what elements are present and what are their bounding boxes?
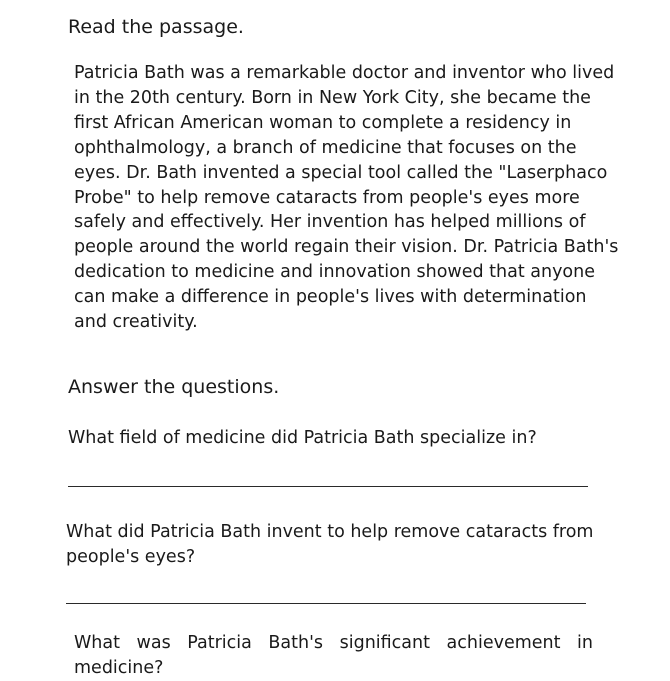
answer-line-1[interactable]	[68, 486, 588, 487]
answer-questions-heading: Answer the questions.	[68, 376, 280, 398]
question-2: What did Patricia Bath invent to help remove cataracts from people's eyes?	[66, 522, 594, 567]
question-3: What was Patricia Bath's significant achievement in medicine?	[74, 633, 593, 678]
passage-text: Patricia Bath was a remarkable doctor and inventor who lived in the 20th century. Born in New York City, she became the first African American woman to complete a residency in ophthalmology, a branch of medicine that focuses on the eyes. Dr. Bath invented a special tool called the "Laserphaco Probe" to help remove cataracts from people's eyes more safely and effectively. Her invention has helped millions of people around the world regain their vision. Dr. Patricia Bath's dedication to medicine and innovation showed that anyone can make a difference in people's lives with determination and creativity.	[74, 63, 619, 333]
question-1: What field of medicine did Patricia Bath specialize in?	[68, 428, 537, 448]
answer-line-2[interactable]	[66, 603, 586, 604]
read-passage-heading: Read the passage.	[68, 16, 244, 38]
